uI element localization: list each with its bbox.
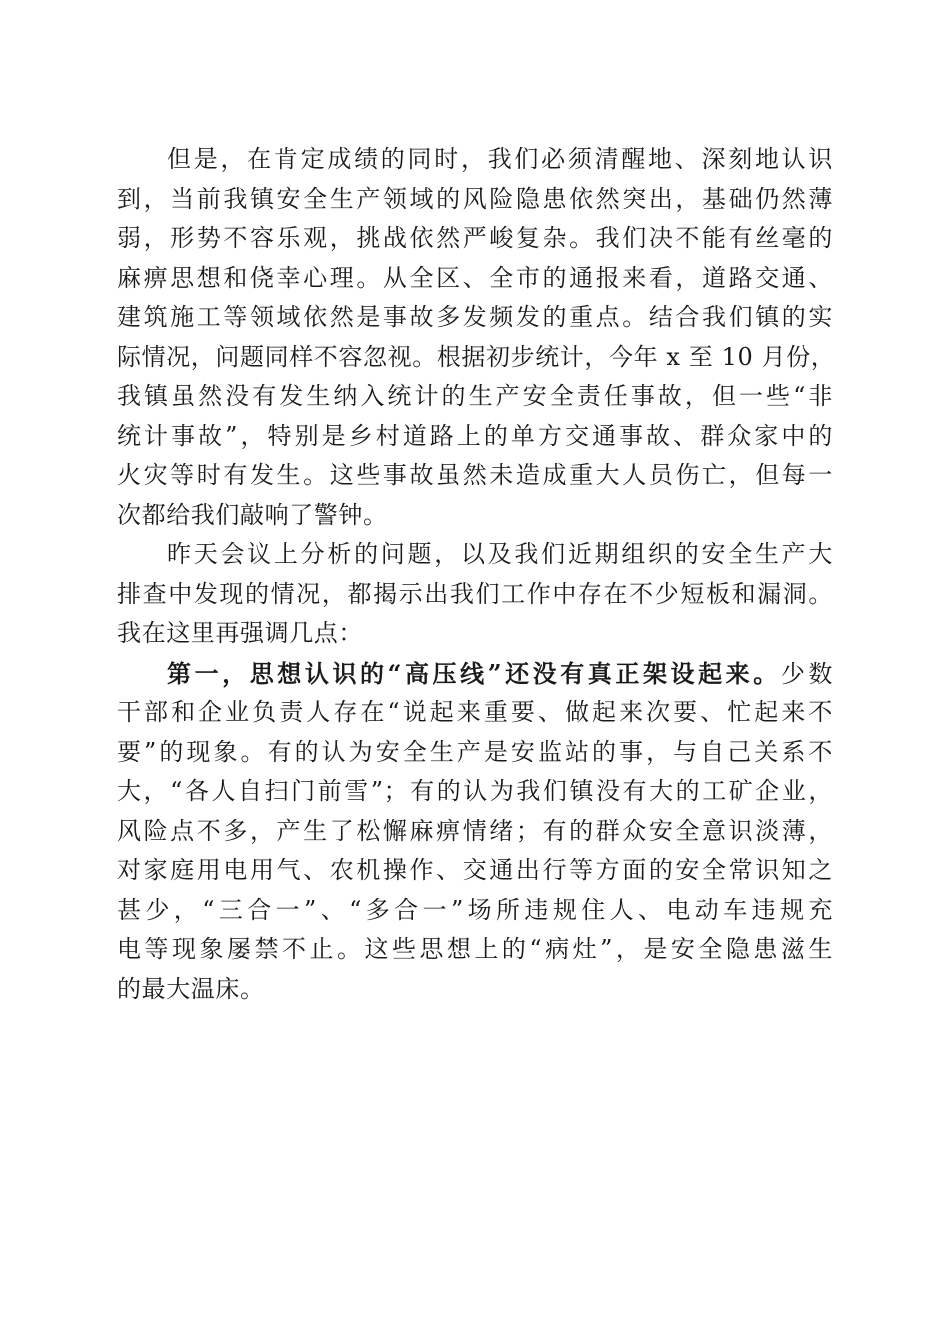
- text-line: 大，“各人自扫门前雪”；有的认为我们镇没有大的工矿企业，: [117, 777, 833, 805]
- text-line: 要”的现象。有的认为安全生产是安监站的事，与自己关系不: [117, 737, 833, 766]
- text-line: [117, 654, 833, 694]
- text-line: 弱，形势不容乐观，挑战依然严峻复杂。我们决不能有丝毫的: [117, 224, 833, 252]
- text-span: 少数: [780, 659, 833, 688]
- paragraph-2: [117, 535, 833, 654]
- text-line: 风险点不多，产生了松懈麻痹情绪；有的群众安全意识淡薄，: [117, 816, 833, 845]
- text-line: 的最大温床。: [117, 974, 265, 1003]
- text-line: 对家庭用电用气、农机操作、交通出行等方面的安全常识知之: [117, 856, 833, 884]
- paragraph-1: [117, 140, 836, 535]
- text-line: 电等现象屡禁不止。这些思想上的“病灶”，是安全隐患滋生: [117, 935, 833, 963]
- text-line: 我镇虽然没有发生纳入统计的生产安全责任事故，但一些“非: [117, 382, 833, 410]
- text-line: 排查中发现的情况，都揭示出我们工作中存在不少短板和漏洞。: [117, 579, 833, 608]
- text-line: 干部和企业负责人存在“说起来重要、做起来次要、忙起来不: [117, 698, 833, 726]
- text-line: 际情况，问题同样不容忽视。根据初步统计，今年 x 至 10 月份，: [117, 342, 836, 371]
- text-line: 统计事故”，特别是乡村道路上的单方交通事故、群众家中的: [117, 421, 833, 450]
- text-line: 到，当前我镇安全生产领域的风险隐患依然突出，基础仍然薄: [117, 184, 833, 213]
- text-line: 火灾等时有发生。这些事故虽然未造成重大人员伤亡，但每一: [117, 461, 833, 489]
- document-body: [117, 140, 836, 1009]
- text-line: 次都给我们敲响了警钟。: [117, 500, 388, 529]
- paragraph-3: [117, 654, 833, 1010]
- text-line: 麻痹思想和侥幸心理。从全区、全市的通报来看，道路交通、: [117, 263, 833, 292]
- text-line: 昨天会议上分析的问题，以及我们近期组织的安全生产大: [167, 540, 833, 568]
- text-line: 但是，在肯定成绩的同时，我们必须清醒地、深刻地认识: [167, 145, 833, 173]
- text-line: 建筑施工等领域依然是事故多发频发的重点。结合我们镇的实: [117, 303, 833, 331]
- text-line: 我在这里再强调几点：: [117, 619, 363, 647]
- bold-lead-sentence: 第一，思想认识的“高压线”还没有真正架设起来。: [167, 658, 781, 688]
- text-line: 甚少，“三合一”、“多合一”场所违规住人、电动车违规充: [117, 895, 833, 924]
